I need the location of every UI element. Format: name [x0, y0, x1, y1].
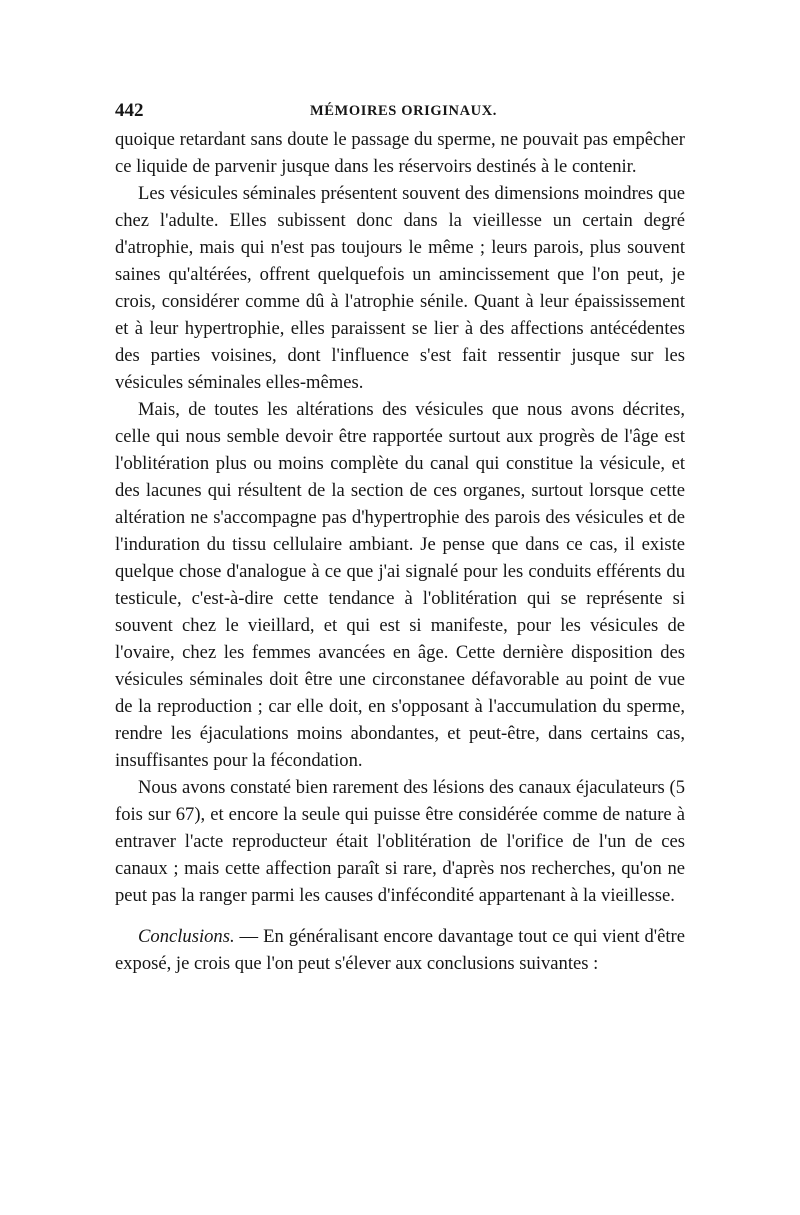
running-title: MÉMOIRES ORIGINAUX.	[310, 103, 498, 119]
paragraph-conclusions	[115, 923, 685, 977]
paragraph-vesicules-dimensions: Les vésicules séminales présentent souvent des dimensions moindres que chez l'adulte. Elles subissent donc dans la vieillesse un certain degré d'atrophie, mais qui n'est pas toujours le même ; leurs parois, plus souvent saines qu'altérées, offrent quelquefois un amincissement que l'on peut, je crois, considérer comme dû à l'atrophie sénile. Quant à leur épaississement et à leur hypertrophie, elles paraissent se lier à des affections antécédentes des parties voisines, dont l'influence s'est fait ressentir jusque sur les vésicules séminales elles-mêmes.	[115, 183, 685, 393]
conclusions-label: Conclusions.	[138, 926, 235, 947]
paragraph-alterations: Mais, de toutes les altérations des vésicules que nous avons décrites, celle qui nous semble devoir être rapportée surtout aux progrès de l'âge est l'oblitération plus ou moins complète du canal qui constitue la vésicule, et des lacunes qui résultent de la section de ces organes, surtout lorsque cette altération ne s'accompagne pas d'hypertrophie des parois des vésicules et de l'induration du tissu cellulaire ambiant. Je pense que dans ce cas, il existe quelque chose d'analogue à ce que j'ai signalé pour les conduits efférents du testicule, c'est-à-dire cette tendance à l'oblitération qui se représente si souvent chez le vieillard, et qui est si manifeste, pour les vésicules de l'ovaire, chez les femmes avancées en âge. Cette dernière disposition des vésicules séminales doit être une circonstanee défavorable au point de vue de la reproduction ; car elle doit, en s'opposant à l'accumulation du sperme, rendre les éjaculations moins abondantes, et peut-être, dans certains cas, insuffisantes pour la fécondation.	[115, 399, 685, 771]
body-text	[115, 126, 685, 977]
book-page	[115, 96, 685, 977]
paragraph-continuation: quoique retardant sans doute le passage du sperme, ne pouvait pas empêcher ce liquide de parvenir jusque dans les réservoirs destinés à le contenir.	[115, 129, 685, 177]
page-number: 442	[115, 100, 144, 121]
paragraph-canaux-ejaculateurs: Nous avons constaté bien rarement des lésions des canaux éjaculateurs (5 fois sur 67), et encore la seule qui puisse être considérée comme de nature à entraver l'acte reproducteur était l'oblitération de l'orifice de l'un de ces canaux ; mais cette affection paraît si rare, d'après nos recherches, qu'on ne peut pas la ranger parmi les causes d'infécondité appartenant à la vieillesse.	[115, 777, 685, 906]
conclusions-text: — En généralisant encore davantage tout ce qui vient d'être exposé, je crois que l'on peut s'élever aux conclusions suivantes :	[115, 926, 685, 974]
running-header	[115, 96, 685, 126]
